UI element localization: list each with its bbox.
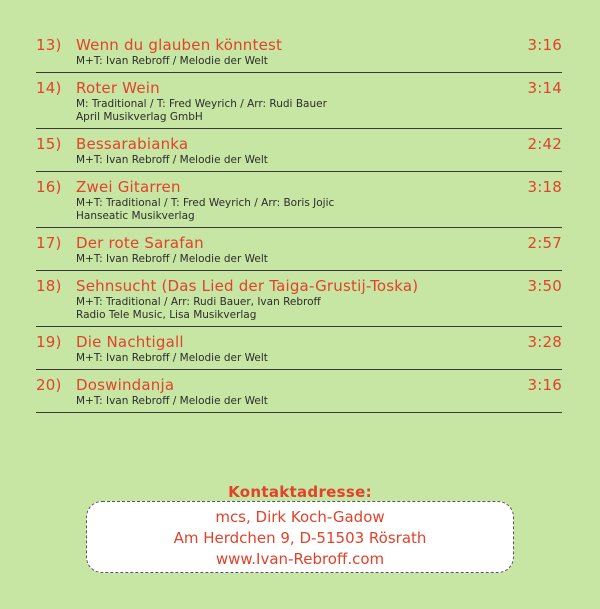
track-row [36, 271, 562, 327]
track-duration: 2:42 [527, 135, 562, 153]
track-credit: M+T: Traditional / Arr: Rudi Bauer, Ivan Rebroff [76, 296, 321, 308]
track-row [36, 370, 562, 413]
track-list [36, 30, 562, 413]
track-credit: M+T: Ivan Rebroff / Melodie der Welt [76, 352, 268, 364]
track-title: Der rote Sarafan [76, 234, 204, 252]
contact-heading: Kontaktadresse: [228, 483, 372, 501]
contact-box [86, 501, 514, 573]
track-number: 14) [36, 79, 62, 97]
track-publisher: Hanseatic Musikverlag [76, 210, 195, 222]
track-duration: 3:16 [527, 376, 562, 394]
track-title: Sehnsucht (Das Lied der Taiga-Grustij-Toska) [76, 277, 419, 295]
track-title: Wenn du glauben könntest [76, 36, 283, 54]
track-publisher: Radio Tele Music, Lisa Musikverlag [76, 309, 257, 321]
track-title: Doswindanja [76, 376, 175, 394]
track-number: 16) [36, 178, 62, 196]
track-row [36, 73, 562, 129]
track-duration: 3:16 [527, 36, 562, 54]
track-number: 20) [36, 376, 62, 394]
track-number: 15) [36, 135, 62, 153]
track-duration: 3:28 [527, 333, 562, 351]
track-row [36, 228, 562, 271]
track-title: Bessarabianka [76, 135, 189, 153]
contact-name: mcs, Dirk Koch-Gadow [215, 508, 385, 526]
track-title: Die Nachtigall [76, 333, 184, 351]
track-number: 13) [36, 36, 62, 54]
track-credit: M+T: Ivan Rebroff / Melodie der Welt [76, 154, 268, 166]
track-credit: M+T: Ivan Rebroff / Melodie der Welt [76, 55, 268, 67]
track-credit: M+T: Ivan Rebroff / Melodie der Welt [76, 395, 268, 407]
track-duration: 2:57 [527, 234, 562, 252]
track-duration: 3:14 [527, 79, 562, 97]
track-number: 18) [36, 277, 62, 295]
track-duration: 3:50 [527, 277, 562, 295]
track-credit: M+T: Ivan Rebroff / Melodie der Welt [76, 253, 268, 265]
track-credit: M: Traditional / T: Fred Weyrich / Arr: Rudi Bauer [76, 98, 327, 110]
track-row [36, 327, 562, 370]
track-publisher: April Musikverlag GmbH [76, 111, 203, 123]
track-row [36, 30, 562, 73]
contact-website: www.Ivan-Rebroff.com [215, 550, 385, 568]
track-number: 17) [36, 234, 62, 252]
track-title: Zwei Gitarren [76, 178, 181, 196]
track-row [36, 172, 562, 228]
track-duration: 3:18 [527, 178, 562, 196]
track-number: 19) [36, 333, 62, 351]
track-credit: M+T: Traditional / T: Fred Weyrich / Arr: Boris Jojic [76, 197, 335, 209]
track-row [36, 129, 562, 172]
contact-address: Am Herdchen 9, D-51503 Rösrath [173, 529, 427, 547]
track-title: Roter Wein [76, 79, 160, 97]
